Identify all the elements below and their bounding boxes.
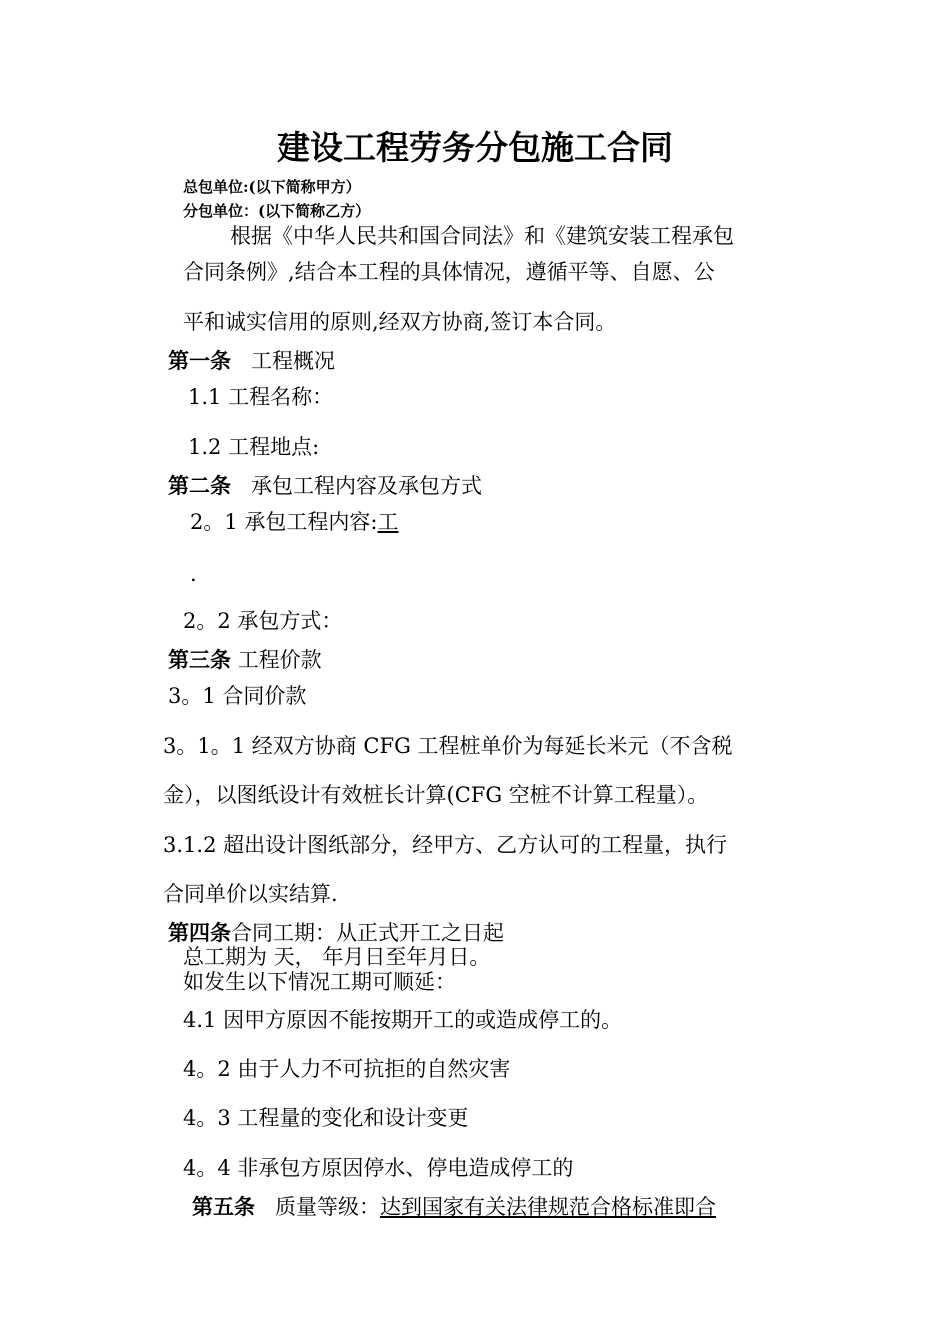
article-4-line-1: 总工期为 天， 年月日至年月日。 <box>183 945 491 969</box>
article-4-title: 合同工期：从正式开工之日起 <box>231 921 504 945</box>
article-4-heading <box>168 920 504 946</box>
article-4-item-3: 4。3 工程量的变化和设计变更 <box>183 1106 469 1130</box>
article-3-line-2: 金），以图纸设计有效桩长计算(CFG 空桩不计算工程量）。 <box>163 783 709 807</box>
article-2-item-1-label: 2。1 承包工程内容: <box>190 510 378 534</box>
document-title: 建设工程劳务分包施工合同 <box>277 128 673 167</box>
article-2-item-1 <box>190 510 398 535</box>
article-3-item-1: 3。1 合同价款 <box>168 684 307 708</box>
article-3-label: 第三条 <box>168 647 231 672</box>
article-3-heading <box>168 647 322 673</box>
preamble-line-3: 平和诚实信用的原则,经双方协商,签订本合同。 <box>183 310 617 334</box>
article-2-item-2: 2。2 承包方式： <box>183 609 343 633</box>
article-4-item-4: 4。4 非承包方原因停水、停电造成停工的 <box>183 1156 574 1180</box>
article-2-heading <box>168 473 482 499</box>
article-5-label: 第五条 <box>192 1194 255 1219</box>
article-2-title: 承包工程内容及承包方式 <box>251 474 483 498</box>
article-4-item-2: 4。2 由于人力不可抗拒的自然灾害 <box>183 1057 511 1081</box>
article-3-title: 工程价款 <box>237 648 322 672</box>
article-3-line-4: 合同单价以实结算. <box>163 882 338 906</box>
preamble-line-2: 合同条例》,结合本工程的具体情况，遵循平等、自愿、公 <box>183 260 715 284</box>
article-1-item-2: 1.2 工程地点: <box>188 435 320 459</box>
article-4-line-2: 如发生以下情况工期可顺延： <box>183 970 456 994</box>
article-5-value: 达到国家有关法律规范合格标准即合 <box>380 1195 717 1219</box>
article-5-title: 质量等级： <box>275 1195 381 1219</box>
article-4-label: 第四条 <box>168 920 231 945</box>
article-4-item-1: 4.1 因甲方原因不能按期开工的或造成停工的。 <box>183 1008 623 1032</box>
article-5-heading <box>192 1194 716 1220</box>
article-2-label: 第二条 <box>168 473 231 498</box>
article-1-item-1: 1.1 工程名称： <box>188 385 334 409</box>
article-1-label: 第一条 <box>168 348 231 373</box>
article-2-item-1-value: 工 <box>377 510 399 534</box>
subcontractor-line: 分包单位：(以下简称乙方） <box>183 202 371 220</box>
article-3-line-1: 3。1。1 经双方协商 CFG 工程桩单价为每延长米元（不含税 <box>163 734 733 758</box>
general-contractor-line: 总包单位:(以下简称甲方） <box>183 178 361 196</box>
preamble-line-1: 根据《中华人民共和国合同法》和《建筑安装工程承包 <box>230 224 734 248</box>
article-3-line-3: 3.1.2 超出设计图纸部分，经甲方、乙方认可的工程量，执行 <box>163 833 728 857</box>
article-1-heading <box>168 348 335 374</box>
article-1-title: 工程概况 <box>251 349 336 373</box>
article-2-item-1-continuation: . <box>190 562 197 586</box>
